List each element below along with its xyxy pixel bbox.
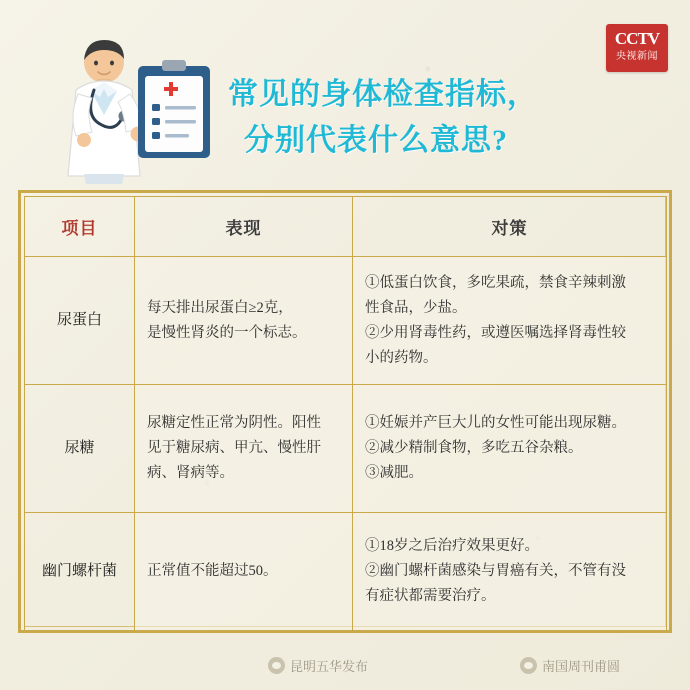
table-header-row — [25, 197, 667, 257]
row-manifestation: 尿糖定性正常为阴性。阳性 见于糖尿病、甲亢、慢性肝 病、肾病等。 — [135, 385, 353, 513]
weibo-account-right — [520, 656, 620, 675]
poster-title — [228, 72, 658, 164]
row-item-name: 尿糖 — [25, 385, 135, 513]
weibo-account-right-label: 南国周刊甫圆 — [542, 659, 621, 674]
title-line-2: 分别代表什么意思? — [244, 124, 508, 157]
cctv-logo-mark: CCTV — [614, 29, 660, 48]
footer-watermarks — [0, 650, 690, 684]
indicators-table — [24, 196, 667, 631]
row-measures: ①18岁之后治疗效果更好。 ②幽门螺杆菌感染与胃癌有关，不管有没 有症状都需要治疗。 — [353, 513, 667, 631]
row-measures: ①妊娠并产巨大儿的女性可能出现尿糖。 ②减少精制食物，多吃五谷杂粮。 ③减肥。 — [353, 385, 667, 513]
title-line-1: 常见的身体检查指标， — [228, 78, 538, 111]
cctv-logo — [606, 24, 668, 72]
row-manifestation: 每天排出尿蛋白≥2克， 是慢性肾炎的一个标志。 — [135, 257, 353, 385]
row-item-name: 尿蛋白 — [25, 257, 135, 385]
weibo-account-left — [268, 656, 368, 675]
table-row — [25, 385, 667, 513]
weibo-account-left-label: 昆明五华发布 — [290, 659, 369, 674]
table-row — [25, 257, 667, 385]
column-header-item: 项目 — [25, 197, 135, 257]
column-header-manifestation: 表现 — [135, 197, 353, 257]
row-item-name: 幽门螺杆菌 — [25, 513, 135, 631]
weibo-icon — [520, 657, 537, 674]
column-header-measures: 对策 — [353, 197, 667, 257]
cctv-logo-subtitle: 央视新闻 — [616, 51, 658, 62]
doctor-illustration — [26, 34, 226, 184]
weibo-icon — [268, 657, 285, 674]
row-manifestation: 正常值不能超过50。 — [135, 513, 353, 631]
table-row — [25, 513, 667, 631]
row-measures: ①低蛋白饮食，多吃果疏，禁食辛辣刺激 性食品，少盐。 ②少用肾毒性药，或遵医嘱选择肾毒性较 小的药物。 — [353, 257, 667, 385]
